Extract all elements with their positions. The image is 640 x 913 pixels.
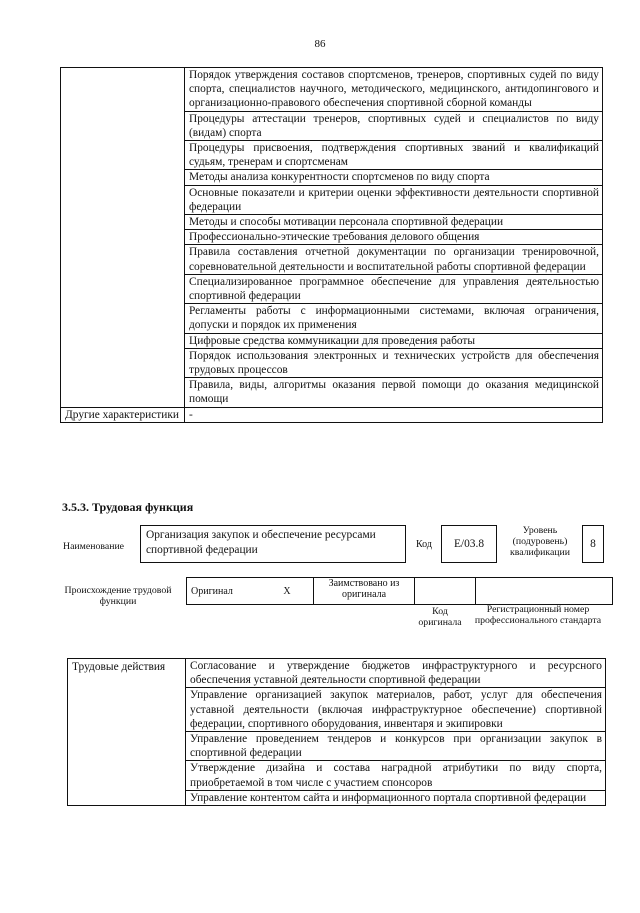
- origin-code-label: Код оригинала: [418, 606, 462, 628]
- original-mark: X: [261, 578, 314, 605]
- knowledge-item: Методы и способы мотивации персонала спортивной федерации: [185, 215, 603, 230]
- knowledge-item: Порядок утверждения составов спортсменов, тренеров, спортивных судей по виду спорта, специалистов научного, методического, медицинского, антидопингового и организационно-правового обеспечения спортивной сборной команды: [185, 68, 603, 112]
- knowledge-item: Основные показатели и критерии оценки эффективности деятельности спортивной федерации: [185, 185, 603, 214]
- knowledge-item: Правила, виды, алгоритмы оказания первой помощи до оказания медицинской помощи: [185, 378, 603, 407]
- borrowed-label: Заимствовано из оригинала: [314, 578, 415, 605]
- function-name-box: Организация закупок и обеспечение ресурсами спортивной федерации: [140, 525, 406, 563]
- origin-table: [186, 577, 613, 605]
- labor-actions-table: [67, 658, 606, 806]
- reg-number-cell: [476, 578, 613, 605]
- origin-label: Происхождение трудовой функции: [64, 585, 172, 607]
- knowledge-item: Правила составления отчетной документации по организации тренировочной, соревновательной деятельности и воспитательной работы спортивной федерации: [185, 245, 603, 274]
- function-code-box: E/03.8: [441, 525, 497, 563]
- qualification-level-label: Уровень (подуровень) квалификации: [509, 525, 571, 558]
- table-row: [61, 407, 603, 422]
- knowledge-item: Порядок использования электронных и технических устройств для обеспечения трудовых процессов: [185, 348, 603, 377]
- knowledge-table: [60, 67, 603, 423]
- knowledge-item: Методы анализа конкурентности спортсменов по виду спорта: [185, 170, 603, 185]
- knowledge-item: Цифровые средства коммуникации для проведения работы: [185, 333, 603, 348]
- labor-action-item: Согласование и утверждение бюджетов инфраструктурного и ресурсного обеспечения уставной деятельности спортивной федерации: [186, 659, 606, 688]
- other-characteristics-value: -: [185, 407, 603, 422]
- code-label: Код: [416, 539, 432, 550]
- original-label: Оригинал: [187, 578, 262, 605]
- section-heading: 3.5.3. Трудовая функция: [62, 500, 194, 514]
- origin-code-cell: [415, 578, 476, 605]
- knowledge-item: Процедуры присвоения, подтверждения спортивных званий и квалификаций судьям, тренерам и спортсменам: [185, 141, 603, 170]
- labor-action-item: Утверждение дизайна и состава наградной атрибутики по виду спорта, приобретаемой в том числе с участием спонсоров: [186, 761, 606, 790]
- knowledge-label-cell: [61, 68, 185, 408]
- qualification-level-box: 8: [582, 525, 604, 563]
- knowledge-item: Специализированное программное обеспечение для управления деятельностью спортивной федерации: [185, 274, 603, 303]
- name-label: Наименование: [63, 541, 125, 552]
- other-characteristics-label: Другие характеристики: [61, 407, 185, 422]
- table-row: [68, 659, 606, 688]
- labor-action-item: Управление организацией закупок материалов, работ, услуг для обеспечения уставной деятельности (включая инфраструктурное обеспечение) спортивной федерации, спортивного оборудования, инвентаря и экипировки: [186, 688, 606, 732]
- page-number: 86: [314, 38, 326, 50]
- reg-number-label: Регистрационный номер профессионального стандарта: [474, 604, 602, 626]
- knowledge-item: Процедуры аттестации тренеров, спортивных судей и специалистов по виду (видам) спорта: [185, 111, 603, 140]
- table-row: [187, 578, 613, 605]
- labor-actions-label: Трудовые действия: [68, 659, 186, 806]
- table-row: [61, 68, 603, 112]
- labor-action-item: Управление проведением тендеров и конкурсов при организации закупок в спортивной федерации: [186, 732, 606, 761]
- knowledge-item: Регламенты работы с информационными системами, включая ограничения, допуски и порядок их применения: [185, 304, 603, 333]
- labor-action-item: Управление контентом сайта и информационного портала спортивной федерации: [186, 790, 606, 805]
- knowledge-item: Профессионально-этические требования делового общения: [185, 230, 603, 245]
